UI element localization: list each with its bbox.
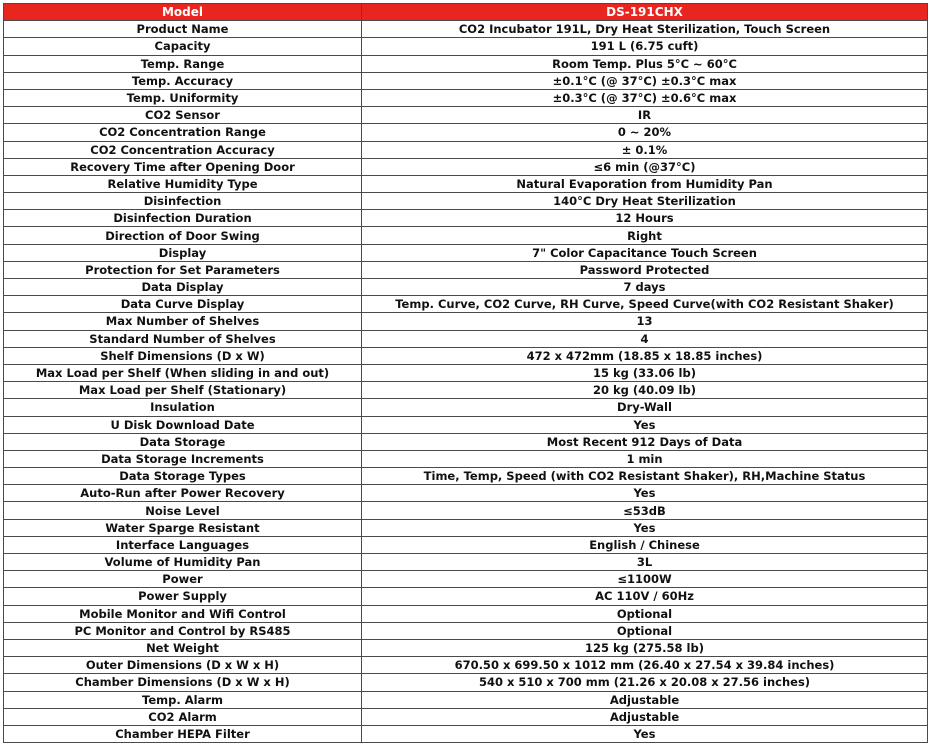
spec-label: U Disk Download Date <box>4 416 362 433</box>
header-row <box>4 4 928 21</box>
spec-label: Disinfection Duration <box>4 210 362 227</box>
spec-label: Data Storage <box>4 433 362 450</box>
spec-label: Chamber HEPA Filter <box>4 725 362 742</box>
header-model-label: Model <box>4 4 362 21</box>
spec-value: IR <box>362 107 928 124</box>
spec-value: Most Recent 912 Days of Data <box>362 433 928 450</box>
table-row <box>4 330 928 347</box>
spec-label: Max Load per Shelf (Stationary) <box>4 382 362 399</box>
spec-value: Password Protected <box>362 261 928 278</box>
spec-value: 191 L (6.75 cuft) <box>362 38 928 55</box>
spec-value: Adjustable <box>362 691 928 708</box>
spec-label: Water Sparge Resistant <box>4 519 362 536</box>
spec-label: Net Weight <box>4 639 362 656</box>
spec-label: CO2 Alarm <box>4 708 362 725</box>
spec-label: CO2 Concentration Range <box>4 124 362 141</box>
spec-label: Recovery Time after Opening Door <box>4 158 362 175</box>
spec-value: 4 <box>362 330 928 347</box>
spec-label: Display <box>4 244 362 261</box>
spec-label: Product Name <box>4 21 362 38</box>
spec-value: Temp. Curve, CO2 Curve, RH Curve, Speed Curve(with CO2 Resistant Shaker) <box>362 296 928 313</box>
table-row <box>4 279 928 296</box>
header-model-value: DS-191CHX <box>362 4 928 21</box>
spec-value: 125 kg (275.58 lb) <box>362 639 928 656</box>
spec-value: ± 0.1% <box>362 141 928 158</box>
spec-value: 7 days <box>362 279 928 296</box>
spec-label: Disinfection <box>4 193 362 210</box>
spec-value: 3L <box>362 554 928 571</box>
table-row <box>4 89 928 106</box>
table-row <box>4 485 928 502</box>
spec-label: Capacity <box>4 38 362 55</box>
spec-value: ≤53dB <box>362 502 928 519</box>
table-row <box>4 107 928 124</box>
spec-label: Max Number of Shelves <box>4 313 362 330</box>
table-row <box>4 124 928 141</box>
spec-value: AC 110V / 60Hz <box>362 588 928 605</box>
spec-value: Adjustable <box>362 708 928 725</box>
table-row <box>4 605 928 622</box>
table-row <box>4 554 928 571</box>
spec-value: ≤6 min (@37°C) <box>362 158 928 175</box>
spec-label: Power Supply <box>4 588 362 605</box>
table-row <box>4 175 928 192</box>
spec-label: Direction of Door Swing <box>4 227 362 244</box>
table-row <box>4 296 928 313</box>
spec-label: Insulation <box>4 399 362 416</box>
table-row <box>4 158 928 175</box>
spec-label: Shelf Dimensions (D x W) <box>4 347 362 364</box>
spec-value: 540 x 510 x 700 mm (21.26 x 20.08 x 27.56 inches) <box>362 674 928 691</box>
table-row <box>4 536 928 553</box>
spec-value: 140°C Dry Heat Sterilization <box>362 193 928 210</box>
table-row <box>4 674 928 691</box>
table-row <box>4 210 928 227</box>
spec-label: Power <box>4 571 362 588</box>
spec-body <box>4 21 928 743</box>
table-row <box>4 244 928 261</box>
table-row <box>4 468 928 485</box>
spec-value: Yes <box>362 725 928 742</box>
spec-value: 13 <box>362 313 928 330</box>
table-row <box>4 588 928 605</box>
spec-table <box>3 3 928 743</box>
table-row <box>4 313 928 330</box>
spec-label: Data Storage Increments <box>4 450 362 467</box>
table-row <box>4 691 928 708</box>
spec-label: CO2 Sensor <box>4 107 362 124</box>
table-row <box>4 622 928 639</box>
spec-value: ≤1100W <box>362 571 928 588</box>
table-row <box>4 347 928 364</box>
table-row <box>4 708 928 725</box>
spec-label: Mobile Monitor and Wifi Control <box>4 605 362 622</box>
spec-label: Volume of Humidity Pan <box>4 554 362 571</box>
spec-value: 472 x 472mm (18.85 x 18.85 inches) <box>362 347 928 364</box>
table-row <box>4 399 928 416</box>
table-row <box>4 364 928 381</box>
spec-value: 670.50 x 699.50 x 1012 mm (26.40 x 27.54 x 39.84 inches) <box>362 657 928 674</box>
spec-value: Room Temp. Plus 5°C ~ 60°C <box>362 55 928 72</box>
spec-label: Temp. Alarm <box>4 691 362 708</box>
table-row <box>4 382 928 399</box>
table-row <box>4 416 928 433</box>
spec-value: 20 kg (40.09 lb) <box>362 382 928 399</box>
spec-label: Auto-Run after Power Recovery <box>4 485 362 502</box>
spec-label: Temp. Range <box>4 55 362 72</box>
table-row <box>4 502 928 519</box>
spec-label: Relative Humidity Type <box>4 175 362 192</box>
spec-value: ±0.1°C (@ 37°C) ±0.3°C max <box>362 72 928 89</box>
spec-value: 1 min <box>362 450 928 467</box>
spec-label: Data Storage Types <box>4 468 362 485</box>
spec-value: Yes <box>362 485 928 502</box>
table-row <box>4 433 928 450</box>
table-row <box>4 72 928 89</box>
table-row <box>4 21 928 38</box>
spec-value: Optional <box>362 605 928 622</box>
spec-label: Temp. Uniformity <box>4 89 362 106</box>
table-row <box>4 261 928 278</box>
spec-sheet <box>3 3 928 743</box>
table-row <box>4 193 928 210</box>
spec-label: Outer Dimensions (D x W x H) <box>4 657 362 674</box>
table-row <box>4 141 928 158</box>
table-row <box>4 450 928 467</box>
table-row <box>4 639 928 656</box>
table-row <box>4 519 928 536</box>
spec-value: ±0.3°C (@ 37°C) ±0.6°C max <box>362 89 928 106</box>
table-row <box>4 725 928 742</box>
spec-value: English / Chinese <box>362 536 928 553</box>
spec-label: Noise Level <box>4 502 362 519</box>
spec-value: 7" Color Capacitance Touch Screen <box>362 244 928 261</box>
spec-label: Data Display <box>4 279 362 296</box>
spec-value: Yes <box>362 416 928 433</box>
spec-label: Interface Languages <box>4 536 362 553</box>
spec-label: Standard Number of Shelves <box>4 330 362 347</box>
table-row <box>4 38 928 55</box>
spec-label: Chamber Dimensions (D x W x H) <box>4 674 362 691</box>
spec-value: Yes <box>362 519 928 536</box>
spec-label: Max Load per Shelf (When sliding in and out) <box>4 364 362 381</box>
spec-label: PC Monitor and Control by RS485 <box>4 622 362 639</box>
spec-value: 0 ~ 20% <box>362 124 928 141</box>
spec-value: Dry-Wall <box>362 399 928 416</box>
spec-label: Temp. Accuracy <box>4 72 362 89</box>
spec-value: Right <box>362 227 928 244</box>
spec-label: CO2 Concentration Accuracy <box>4 141 362 158</box>
table-row <box>4 571 928 588</box>
spec-value: Time, Temp, Speed (with CO2 Resistant Shaker), RH,Machine Status <box>362 468 928 485</box>
table-row <box>4 55 928 72</box>
table-row <box>4 227 928 244</box>
spec-value: CO2 Incubator 191L, Dry Heat Sterilization, Touch Screen <box>362 21 928 38</box>
table-row <box>4 657 928 674</box>
spec-value: Optional <box>362 622 928 639</box>
spec-value: Natural Evaporation from Humidity Pan <box>362 175 928 192</box>
spec-label: Data Curve Display <box>4 296 362 313</box>
spec-value: 15 kg (33.06 lb) <box>362 364 928 381</box>
spec-value: 12 Hours <box>362 210 928 227</box>
spec-label: Protection for Set Parameters <box>4 261 362 278</box>
